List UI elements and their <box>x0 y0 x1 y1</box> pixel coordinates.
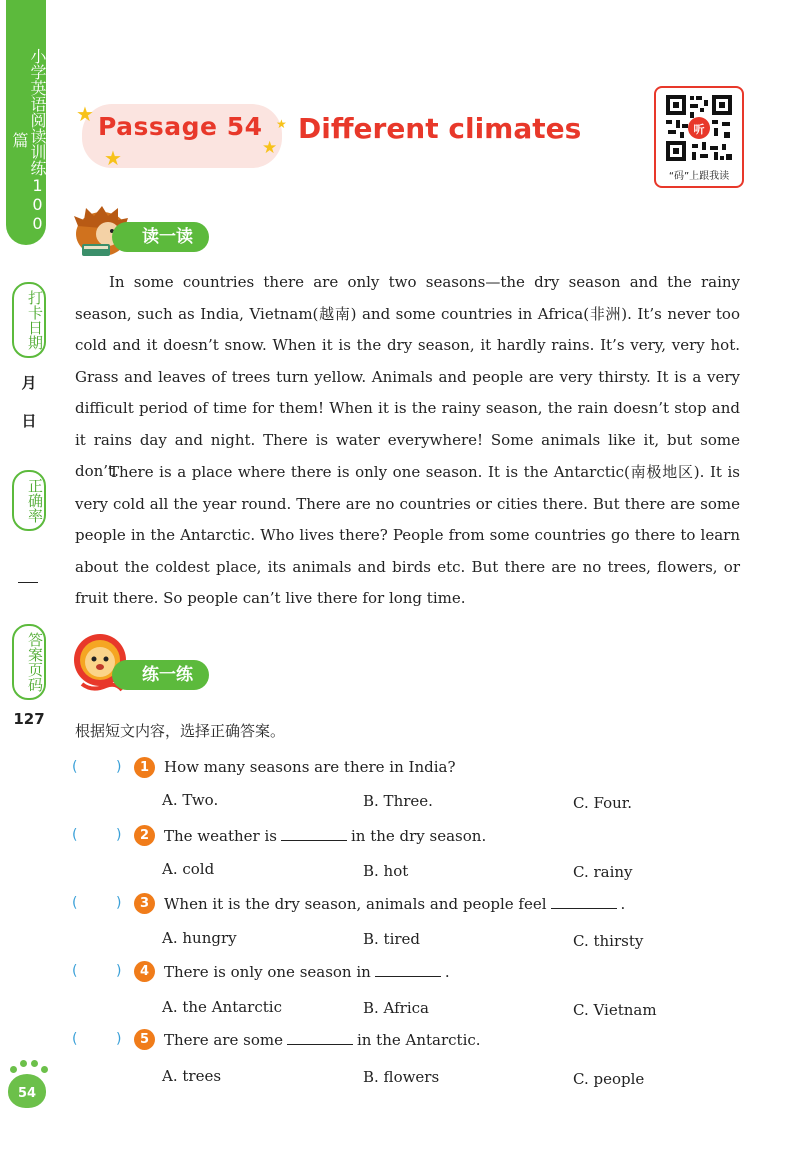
question-text-pre: There are some <box>164 1031 283 1049</box>
question-text <box>164 758 456 776</box>
option-b[interactable]: B. tired <box>363 930 421 948</box>
star-icon: ★ <box>104 146 122 170</box>
answer-page-label: 答案页码 <box>12 624 46 700</box>
option-c[interactable]: C. Vietnam <box>573 1001 657 1019</box>
question-text-pre: The weather is <box>164 827 277 845</box>
option-c[interactable]: C. rainy <box>573 863 633 881</box>
reading-section-label: 读一读 <box>112 222 209 252</box>
option-b[interactable]: B. hot <box>363 862 409 880</box>
question-text-pre: How many seasons are there in India? <box>164 758 456 776</box>
month-label: 月 <box>21 374 37 392</box>
answer-paren-left[interactable]: ( <box>72 827 78 843</box>
option-c[interactable]: C. thirsty <box>573 932 644 950</box>
question-text-post: in the Antarctic. <box>356 1031 481 1049</box>
answer-paren-right[interactable]: ) <box>116 759 122 775</box>
practice-section-label: 练一练 <box>112 660 209 690</box>
question-text-pre: There is only one season in <box>164 963 371 981</box>
instruction: 根据短文内容，选择正确答案。 <box>75 722 286 740</box>
star-icon: ★ <box>276 117 287 131</box>
question-number-badge: 2 <box>134 825 155 846</box>
question-text <box>164 895 625 913</box>
question-text <box>164 963 450 981</box>
answer-paren-right[interactable]: ) <box>116 895 122 911</box>
reading-paragraph-1: In some countries there are only two seasons—the dry season and the rainy season, such as India, Vietnam(越南) and some countries in Africa(非洲). It’s never too cold and it doesn’t snow. When it is the dry season, it hardly rains. It’s very, very hot. Grass and leaves of trees turn yellow. Animals and people are very thirsty. It is a very difficult period of time for them! When it is the rainy season, the rain doesn’t stop and it rains day and night. There is water everywhere! Some animals like it, but some don’t. <box>75 273 740 480</box>
qr-code-panel[interactable] <box>654 86 744 188</box>
question-number-badge: 4 <box>134 961 155 982</box>
page-title: Different climates <box>298 112 582 145</box>
question-text <box>164 1031 481 1049</box>
answer-blank[interactable] <box>287 1032 353 1045</box>
paw-toe-icon <box>41 1066 48 1073</box>
option-c[interactable]: C. people <box>573 1070 645 1088</box>
paw-toe-icon <box>31 1060 38 1067</box>
qr-listen-label: 听 <box>693 123 705 136</box>
star-icon: ★ <box>262 138 278 158</box>
book-title-tab <box>6 0 46 245</box>
answer-paren-right[interactable]: ) <box>116 963 122 979</box>
option-a[interactable]: A. trees <box>162 1067 222 1085</box>
question-text <box>164 827 486 845</box>
question-number-badge: 5 <box>134 1029 155 1050</box>
answer-paren-left[interactable]: ( <box>72 963 78 979</box>
reading-paragraph-2: There is a place where there is only one season. It is the Antarctic(南极地区). It is very cold all the year round. There are no countries or cities there. But there are some people in the Antarctic. Who lives there? People from some countries go there to learn about the coldest place, its animals and birds etc. But there are no trees, flowers, or fruit there. So people can’t live there for long time. <box>75 463 740 607</box>
book-title: 小学英语阅读训练100篇 <box>10 47 47 233</box>
option-b[interactable]: B. Africa <box>363 999 429 1017</box>
option-a[interactable]: A. hungry <box>162 929 237 947</box>
paw-toe-icon <box>10 1066 17 1073</box>
answer-paren-left[interactable]: ( <box>72 759 78 775</box>
qr-caption: “码”上跟我读 <box>668 171 730 182</box>
star-icon: ★ <box>76 102 94 126</box>
question-number-badge: 1 <box>134 757 155 778</box>
option-a[interactable]: A. the Antarctic <box>162 998 282 1016</box>
answer-paren-right[interactable]: ) <box>116 827 122 843</box>
page-number: 54 <box>8 1074 46 1108</box>
answer-page-number: 127 <box>13 710 45 728</box>
question-text-pre: When it is the dry season, animals and people feel <box>164 895 547 913</box>
question-number-badge: 3 <box>134 893 155 914</box>
question-text-post: . <box>620 895 626 913</box>
answer-blank[interactable] <box>375 964 441 977</box>
answer-blank[interactable] <box>281 828 347 841</box>
option-c[interactable]: C. Four. <box>573 794 633 812</box>
accuracy-blank <box>18 582 38 583</box>
question-text-post: . <box>444 963 450 981</box>
day-label: 日 <box>21 412 37 430</box>
paw-toe-icon <box>20 1060 27 1067</box>
sidebar <box>0 0 52 1160</box>
answer-paren-left[interactable]: ( <box>72 895 78 911</box>
answer-paren-left[interactable]: ( <box>72 1031 78 1047</box>
option-b[interactable]: B. flowers <box>363 1068 440 1086</box>
answer-blank[interactable] <box>551 896 617 909</box>
option-a[interactable]: A. cold <box>162 860 215 878</box>
accuracy-label: 正确率 <box>12 470 46 531</box>
option-b[interactable]: B. Three. <box>363 792 433 810</box>
passage-label: Passage 54 <box>98 112 263 141</box>
option-a[interactable]: A. Two. <box>162 791 219 809</box>
answer-paren-right[interactable]: ) <box>116 1031 122 1047</box>
checkin-label: 打卡日期 <box>12 282 46 358</box>
question-text-post: in the dry season. <box>350 827 487 845</box>
